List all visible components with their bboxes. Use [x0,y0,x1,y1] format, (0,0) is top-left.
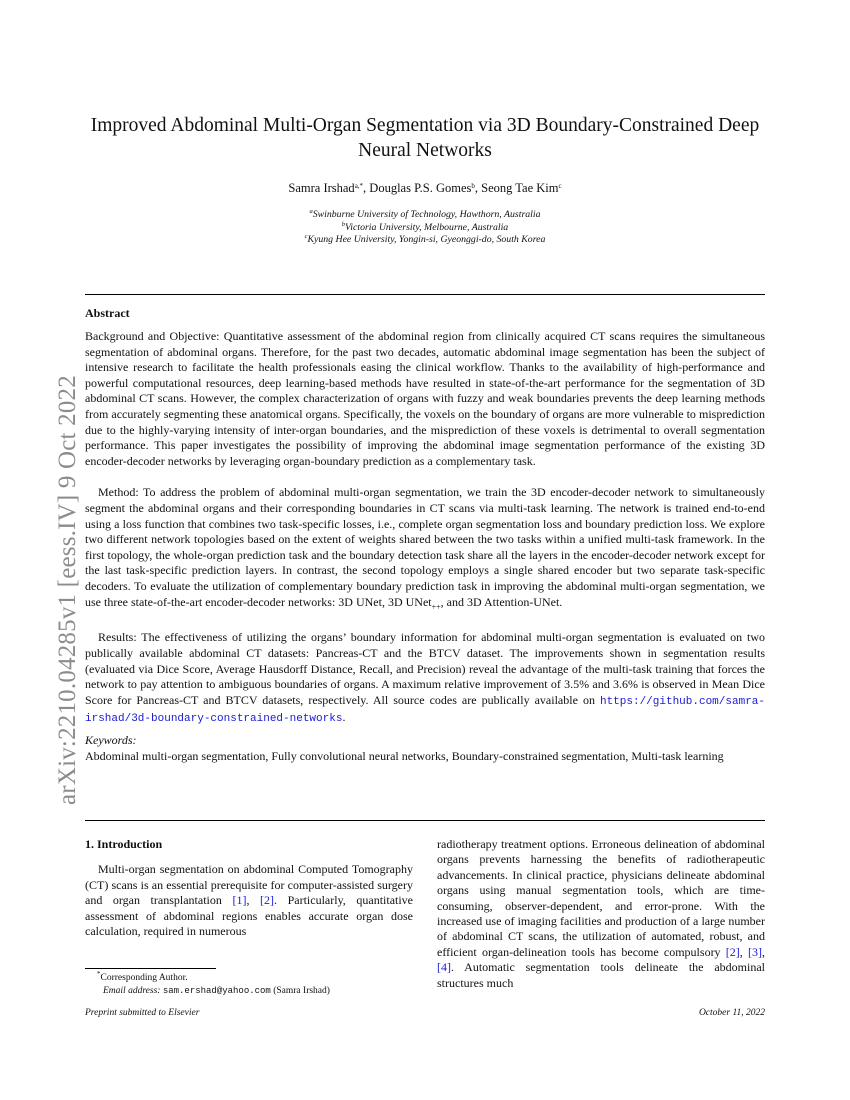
author-name: Samra Irshad [288,181,355,195]
affiliation: $^b$Victoria University, Melbourne, Australia [341,220,509,233]
email-label: Email address: [103,985,161,996]
citation-link[interactable]: [4] [437,960,451,975]
abstract-body [85,329,765,764]
abstract-top-rule [85,294,765,295]
affiliation: $^c$Kyung Hee University, Yongin-si, Gyeonggi-do, South Korea [304,233,546,245]
footnote: *Corresponding Author. Email address: sam.ershad@yahoo.com (Samra Irshad) [97,970,330,996]
abstract-background: Background and Objective: Quantitative assessment of the abdominal region from clinically acquired CT scans requires the simultaneous segmentation of abdominal organs. Therefore, for the past two decades, automatic abdominal image segmentation has been the subject of intensive research to facilitate the health professionals easing the clinical workflow. Thanks to the availability of high-performance and powerful computational resources, deep learning-based methods have resulted in state-of-the-art performance for the segmentation of 3D abdominal CT scans. However, the complex characterization of organs with fuzzy and weak boundaries prevents the deep learning methods from accurately segmenting these anatomical organs. Specifically, the voxels on the boundary of organs are more vulnerable to misprediction due to the highly-varying intensity of inter-organ boundaries, and the misprediction of these voxels is detrimental to overall segmentation performance. This paper investigates the possibility of improving the abdominal image segmentation performance of the existing 3D encoder-decoder networks by leveraging organ-boundary prediction as a complementary task. [85,329,765,468]
abstract-results: Results: The effectiveness of utilizing the organs’ boundary information for abdominal multi-organ segmentation is evaluated on two publically available abdominal CT datasets: Pancreas-CT and the BTCV dataset. The improvements shown in segmentation results (evaluated via Dice Score, Average Hausdorff Distance, Recall, and Precision) reveal the advantage of the multi-task training that forces the network to pay attention to ambiguous boundaries of organs. A maximum relative improvement of 3.5% and 3.6% is observed in Mean Dice Score for Pancreas-CT and BTCV datasets, respectively. All source codes are publically available on https://github.com/samra-irshad/3d-boundary-constrained-networks. [85,630,765,726]
abstract-bottom-rule [85,820,765,821]
corresponding-author-note: Corresponding Author. [100,973,188,983]
github-link[interactable]: https://github.com/samra-irshad/3d-boundary-constrained-networks [85,695,765,726]
right-column [437,837,765,991]
affiliations [85,209,765,247]
author-name: Seong Tae Kim [481,181,559,195]
email-owner: (Samra Irshad) [273,985,330,996]
arxiv-identifier-stamp: arXiv:2210.04285v1 [eess.IV] 9 Oct 2022 [54,375,81,805]
left-column [85,837,413,939]
citation-link[interactable]: [3] [748,944,762,959]
author-name: Douglas P.S. Gomes [369,181,472,195]
keywords-label: Keywords: [85,733,137,748]
citation-link[interactable]: [1] [232,893,247,908]
intro-paragraph-left: Multi-organ segmentation on abdominal Computed Tomography (CT) scans is an essential prerequisite for computer-assisted surgery and organ transplantation [1], [2]. Particularly, quantitative assessment of abdominal regions enables accurate organ dose calculation, required in numerous [85,862,414,939]
keywords-text: Abdominal multi-organ segmentation, Fully convolutional neural networks, Boundary-constrained segmentation, Multi-task learning [85,748,724,763]
footer-preprint-note: Preprint submitted to Elsevier [85,1008,200,1018]
author-affil-mark: b [471,182,475,190]
abstract-heading: Abstract [85,306,130,320]
citation-link[interactable]: [2] [260,893,275,908]
section-heading-introduction: 1. Introduction [85,837,163,851]
abstract-method: Method: To address the problem of abdominal multi-organ segmentation, we train the 3D encoder-decoder network to simultaneously segment the abdominal organs and their corresponding boundaries in CT scans via multi-task learning. The network is trained end-to-end using a loss function that combines two task-specific losses, i.e., complete organ segmentation loss and boundary prediction loss. We explore two different network topologies based on the extent of weights shared between the two tasks within a unified multi-task framework. In the first topology, the whole-organ prediction task and the boundary detection task share all the layers in the encoder-decoder network except for the last task-specific prediction layers. In contrast, the second topology employs a single shared encoder but two separate task-specific decoders. To evaluate the utilization of complementary boundary prediction task in improving the abdominal multi-organ segmentation, we use three state-of-the-art encoder-decoder networks: 3D UNet, 3D UNet$_{++}$, and 3D Attention-UNet. [85,485,765,611]
affiliation: $^a$Swinburne University of Technology, Hawthorn, Australia [309,208,541,220]
footer-date: October 11, 2022 [698,1008,765,1018]
email-address[interactable]: sam.ershad@yahoo.com [162,985,271,996]
intro-paragraph-right: radiotherapy treatment options. Erroneous delineation of abdominal organs prevents harnessing the benefits of radiotherapeutic advancements. In clinical practice, physicians delineate abdominal organs using manual segmentation tools, which are time-consuming, observer-dependent, and error-prone. With the increased use of imaging facilities and production of a large number of abdominal CT scans, the utilization of automated, robust, and efficient organ-delineation tools has become compulsory [2], [3], [4]. Automatic segmentation tools delineate the abdominal structures much [437,837,765,990]
paper-title: Improved Abdominal Multi-Organ Segmentation via 3D Boundary-Constrained Deep Neural Networks [90,115,760,161]
author-affil-mark: a,* [354,182,364,190]
footnote-rule [85,968,216,969]
citation-link[interactable]: [2] [725,944,740,959]
keywords-block [85,733,765,764]
author-list: Samra Irshad$^{a,*}$, Douglas P.S. Gomes$^b$, Seong Tae Kim$^c$ [288,181,562,195]
author-affil-mark: c [558,182,562,190]
